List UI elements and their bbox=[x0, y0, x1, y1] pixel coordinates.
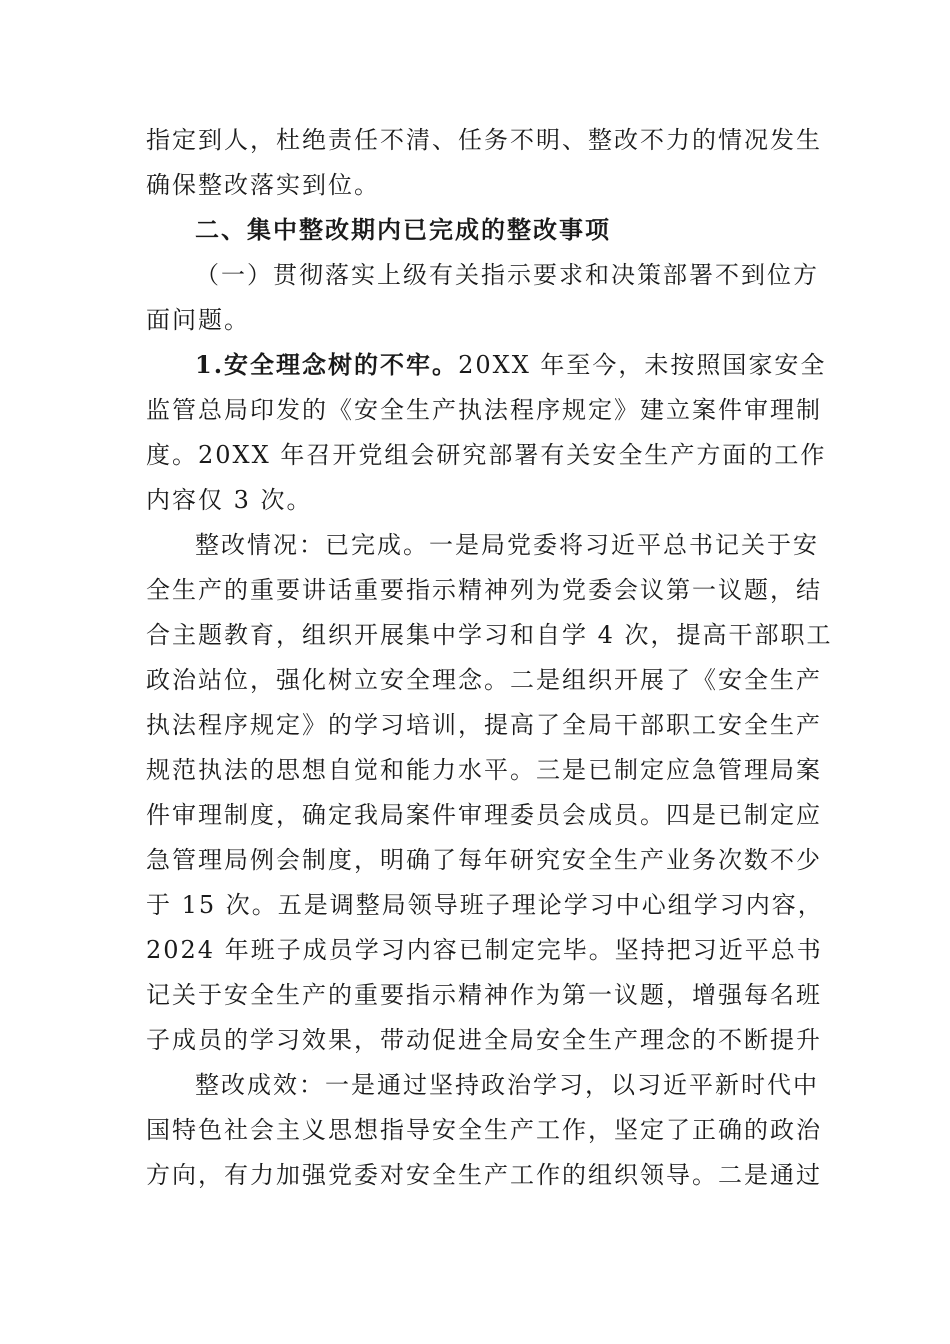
body-line: 全生产的重要讲话重要指示精神列为党委会议第一议题，结 bbox=[146, 576, 822, 604]
body-line: 件审理制度，确定我局案件审理委员会成员。四是已制定应 bbox=[146, 801, 822, 829]
body-line: 国特色社会主义思想指导安全生产工作，坚定了正确的政治 bbox=[146, 1116, 822, 1144]
body-line: 内容仅 3 次。 bbox=[146, 486, 313, 514]
body-line: 急管理局例会制度，明确了每年研究安全生产业务次数不少 bbox=[146, 846, 822, 874]
body-line: 执法程序规定》的学习培训，提高了全局干部职工安全生产 bbox=[146, 711, 822, 739]
item-lead: 1.安全理念树的不牢。 bbox=[195, 350, 459, 379]
subsection-heading-cont: 面问题。 bbox=[146, 306, 250, 334]
item-line bbox=[0, 342, 950, 388]
body-line: 确保整改落实到位。 bbox=[146, 171, 380, 199]
body-line: 度。20XX 年召开党组会研究部署有关安全生产方面的工作 bbox=[146, 441, 827, 469]
body-line: 合主题教育，组织开展集中学习和自学 4 次，提高干部职工 bbox=[146, 621, 833, 649]
body-line: 指定到人，杜绝责任不清、任务不明、整改不力的情况发生 bbox=[146, 126, 822, 154]
body-line: 方向，有力加强党委对安全生产工作的组织领导。二是通过 bbox=[146, 1161, 822, 1189]
section-heading: 二、集中整改期内已完成的整改事项 bbox=[195, 216, 611, 244]
subsection-heading: （一）贯彻落实上级有关指示要求和决策部署不到位方 bbox=[195, 261, 819, 289]
body-line: 监管总局印发的《安全生产执法程序规定》建立案件审理制 bbox=[146, 396, 822, 424]
item-text: 20XX 年至今，未按照国家安全 bbox=[458, 351, 827, 379]
body-line: 规范执法的思想自觉和能力水平。三是已制定应急管理局案 bbox=[146, 756, 822, 784]
body-line: 整改情况：已完成。一是局党委将习近平总书记关于安 bbox=[195, 531, 819, 559]
body-line: 子成员的学习效果，带动促进全局安全生产理念的不断提升 bbox=[146, 1026, 822, 1054]
body-line: 于 15 次。五是调整局领导班子理论学习中心组学习内容， bbox=[146, 891, 824, 919]
body-line: 整改成效：一是通过坚持政治学习，以习近平新时代中 bbox=[195, 1071, 819, 1099]
body-line: 2024 年班子成员学习内容已制定完毕。坚持把习近平总书 bbox=[146, 936, 823, 964]
body-line: 政治站位，强化树立安全理念。二是组织开展了《安全生产 bbox=[146, 666, 822, 694]
body-line: 记关于安全生产的重要指示精神作为第一议题，增强每名班 bbox=[146, 981, 822, 1009]
